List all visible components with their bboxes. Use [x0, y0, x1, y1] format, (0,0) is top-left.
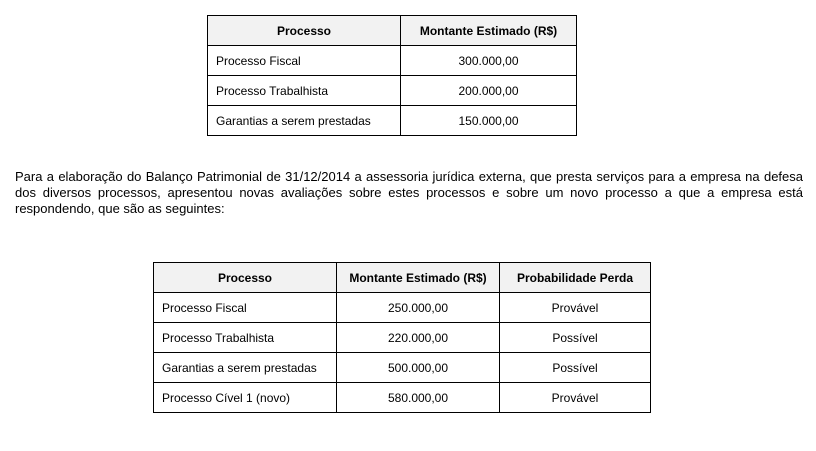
- probability-cell: Possível: [500, 353, 651, 383]
- amount-cell: 500.000,00: [337, 353, 500, 383]
- process-name-cell: Processo Fiscal: [208, 46, 401, 76]
- column-header-processo: Processo: [154, 263, 337, 293]
- probability-cell: Possível: [500, 323, 651, 353]
- probability-cell: Provável: [500, 383, 651, 413]
- table-row: [208, 106, 577, 136]
- amount-cell: 200.000,00: [401, 76, 577, 106]
- amount-cell: 580.000,00: [337, 383, 500, 413]
- table-row: [208, 46, 577, 76]
- process-name-cell: Processo Trabalhista: [154, 323, 337, 353]
- process-name-cell: Garantias a serem prestadas: [154, 353, 337, 383]
- amount-cell: 150.000,00: [401, 106, 577, 136]
- updated-estimates-table: [153, 262, 651, 413]
- initial-estimates-table: [207, 15, 577, 136]
- column-header-montante: Montante Estimado (R$): [337, 263, 500, 293]
- amount-cell: 300.000,00: [401, 46, 577, 76]
- process-name-cell: Processo Trabalhista: [208, 76, 401, 106]
- table-row: [154, 353, 651, 383]
- table-row: [154, 323, 651, 353]
- body-paragraph: Para a elaboração do Balanço Patrimonial de 31/12/2014 a assessoria jurídica externa, que presta serviços para a empresa na defesa dos diversos processos, apresentou novas avaliações sobre estes processos e sobre um novo processo a que a empresa está respondendo, que são as seguintes:: [15, 169, 803, 216]
- table-row: [208, 76, 577, 106]
- process-name-cell: Garantias a serem prestadas: [208, 106, 401, 136]
- amount-cell: 220.000,00: [337, 323, 500, 353]
- table-row: [154, 383, 651, 413]
- table-header-row: [154, 263, 651, 293]
- process-name-cell: Processo Fiscal: [154, 293, 337, 323]
- table-row: [154, 293, 651, 323]
- column-header-probabilidade: Probabilidade Perda: [500, 263, 651, 293]
- probability-cell: Provável: [500, 293, 651, 323]
- process-name-cell: Processo Cível 1 (novo): [154, 383, 337, 413]
- column-header-processo: Processo: [208, 16, 401, 46]
- column-header-montante: Montante Estimado (R$): [401, 16, 577, 46]
- table-header-row: [208, 16, 577, 46]
- amount-cell: 250.000,00: [337, 293, 500, 323]
